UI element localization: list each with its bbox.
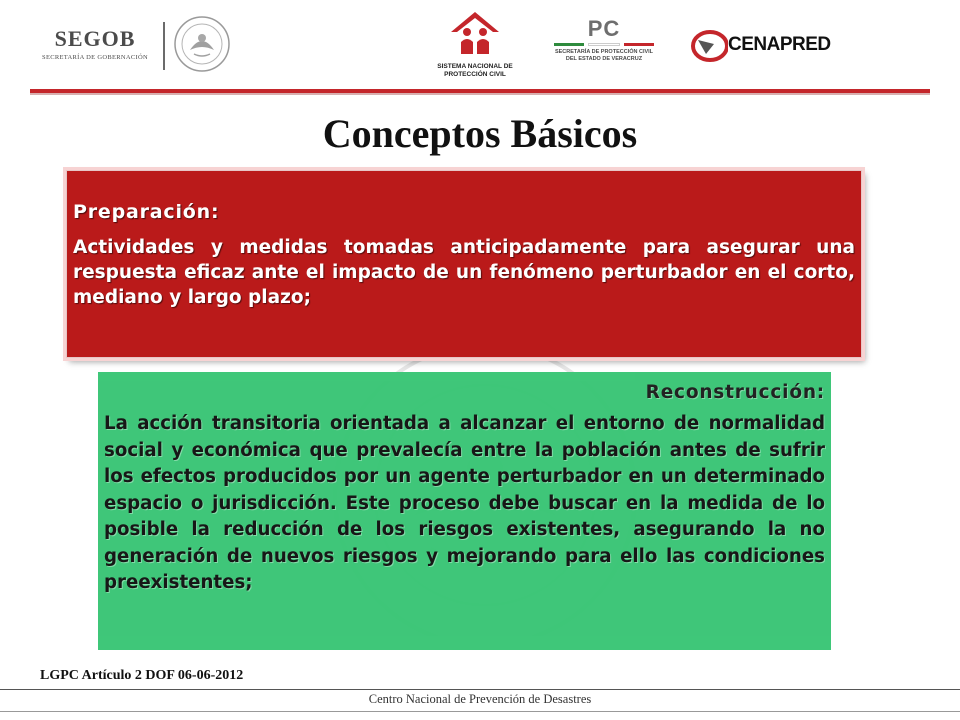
preparacion-heading: Preparación: <box>73 201 220 223</box>
pc-color-bar <box>550 43 658 46</box>
pc-line1: SECRETARÍA DE PROTECCIÓN CIVIL <box>554 49 654 55</box>
cenapred-logo <box>688 24 848 64</box>
snpc-line1: SISTEMA NACIONAL DE <box>437 63 513 70</box>
pc-line2: DEL ESTADO DE VERACRUZ <box>565 56 643 62</box>
snpc-logo <box>430 10 520 79</box>
segob-word: SEGOB <box>54 26 136 51</box>
footer-text: Centro Nacional de Prevención de Desastres <box>368 692 592 706</box>
citation: LGPC Artículo 2 DOF 06-06-2012 <box>40 668 244 683</box>
cenapred-word: CENAPRED <box>728 34 831 55</box>
preparacion-text: Actividades y medidas tomadas anticipadamente para asegurar una respuesta eficaz ante el impacto de un fenómeno perturbador en el corto, mediano y largo plazo; <box>73 237 855 308</box>
segob-subtitle: SECRETARÍA DE GOBERNACIÓN <box>42 54 148 61</box>
page-title: Conceptos Básicos <box>322 111 638 156</box>
reconstruccion-heading: Reconstrucción: <box>645 382 825 403</box>
footer-divider <box>0 689 960 690</box>
reconstruccion-box <box>98 372 831 650</box>
mexico-seal-icon <box>172 14 232 74</box>
snpc-line2: PROTECCIÓN CIVIL <box>444 71 506 78</box>
reconstruccion-text: La acción transitoria orientada a alcanzar el entorno de normalidad social y económica que prevalecía entre la población antes de sufrir los efectos producidos por un agente perturbador en un determinado espacio o jurisdicción. Este proceso debe buscar en la medida de lo posible la reducción de los riesgos existentes, asegurando la no generación de nuevos riesgos y mejorando para ello las condiciones preexistentes; <box>104 413 825 593</box>
cenapred-emblem-icon <box>688 24 728 64</box>
segob-divider <box>163 22 165 70</box>
header-divider-shadow <box>30 93 930 95</box>
snpc-icon <box>449 10 501 56</box>
segob-logo <box>40 26 150 61</box>
preparacion-box <box>66 170 862 358</box>
pc-veracruz-logo <box>550 18 658 63</box>
footer-bottom-divider <box>0 711 960 712</box>
pc-letters: PC <box>587 16 621 41</box>
header <box>0 0 960 92</box>
